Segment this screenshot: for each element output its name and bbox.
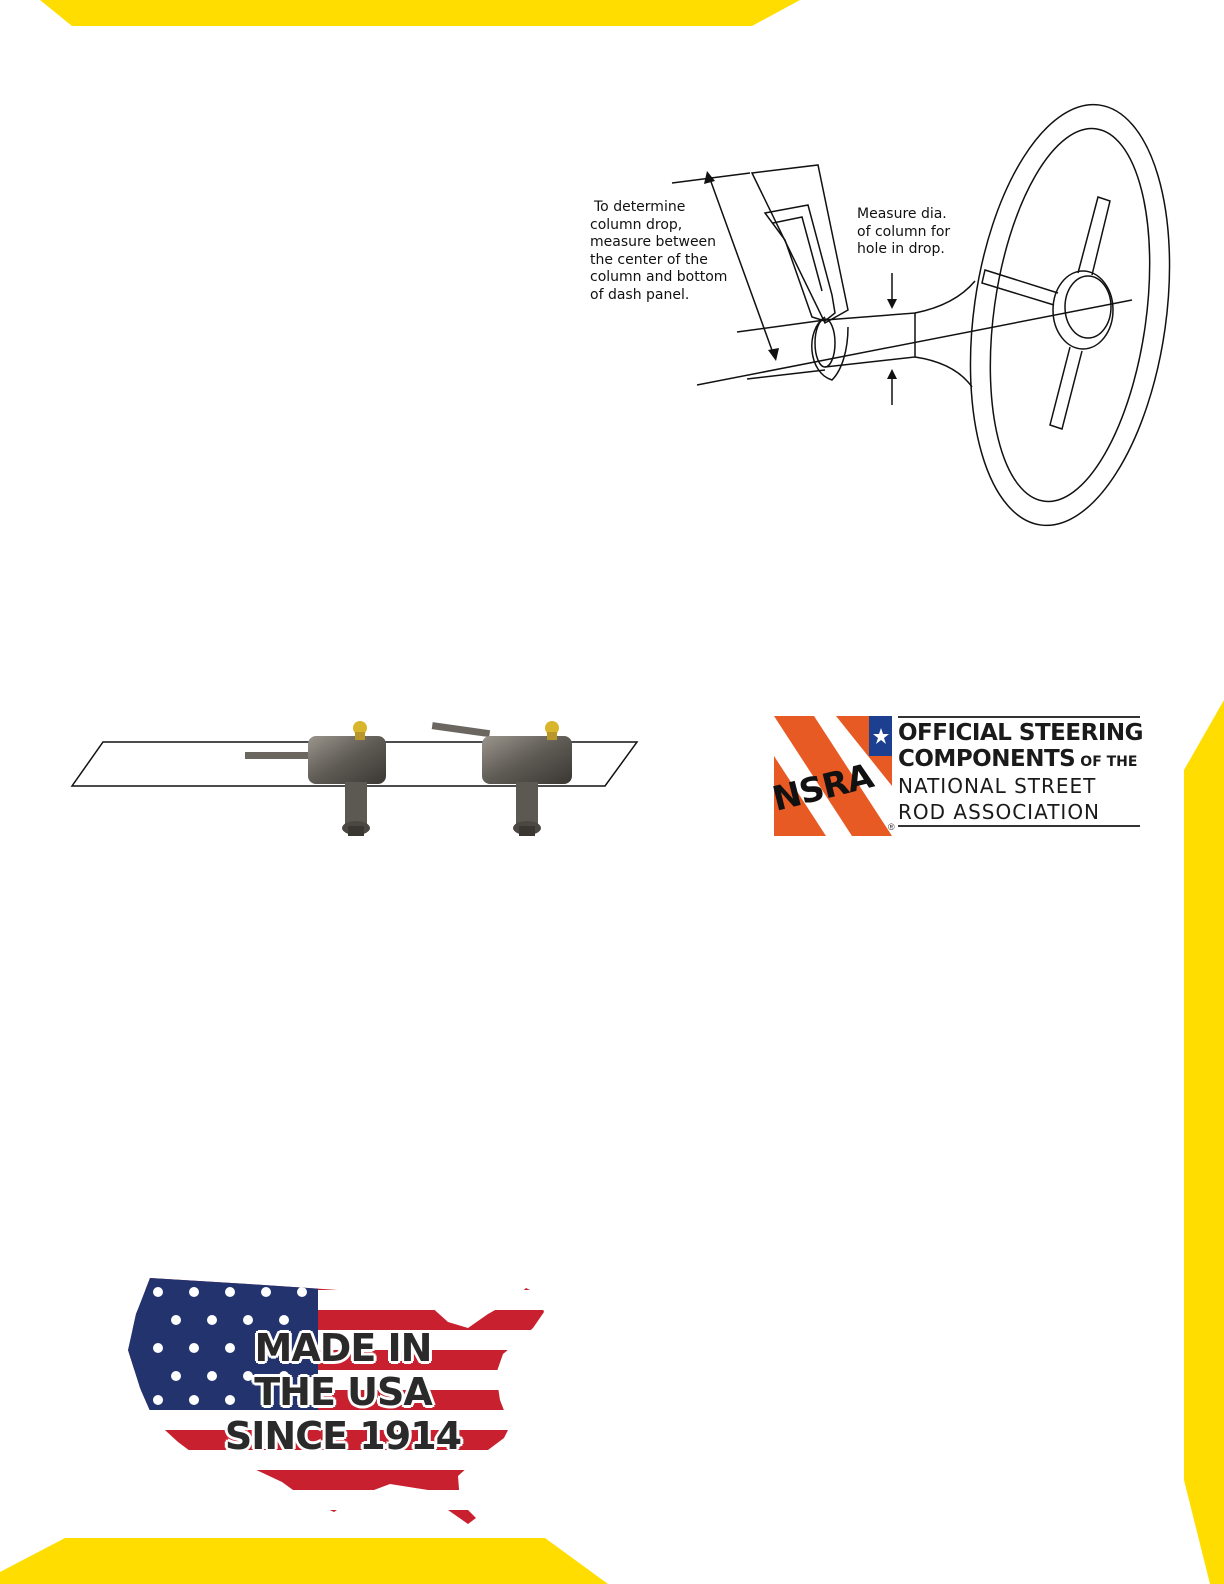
nsra-line-2 [898,746,1137,772]
nsra-emblem-text: NSRA [768,756,877,820]
right-yellow-band [1180,700,1224,1584]
nsra-line-2-main: COMPONENTS [898,746,1076,772]
nsra-badge [764,710,1154,840]
steering-column-diagram-icon [580,95,1180,535]
column-diameter-note: Measure dia. of column for hole in drop. [857,206,951,257]
made-in-usa-badge [128,1270,558,1525]
bottom-yellow-band [0,1538,700,1584]
nsra-line-4: ROD ASSOCIATION [898,800,1101,824]
usa-line-1: MADE IN [254,1326,432,1370]
steering-gearbox-icon [245,721,386,836]
steering-gearbox-illustration [60,710,660,850]
registered-mark: ® [888,822,895,832]
nsra-divider-bottom [898,825,1140,827]
top-yellow-band [0,0,1224,30]
nsra-line-3: NATIONAL STREET [898,774,1097,798]
steering-gearbox-icon [432,721,572,836]
nsra-divider-top [898,716,1140,718]
column-drop-note: To determine column drop, measure between the center of the column and bottom of dash panel. [590,199,728,303]
usa-line-3: SINCE 1914 [224,1414,462,1458]
nsra-line-1: OFFICIAL STEERING [898,720,1144,746]
usa-line-2: THE USA [254,1370,432,1414]
steering-column-diagram [580,95,1180,535]
nsra-line-2-small: OF THE [1080,754,1138,770]
